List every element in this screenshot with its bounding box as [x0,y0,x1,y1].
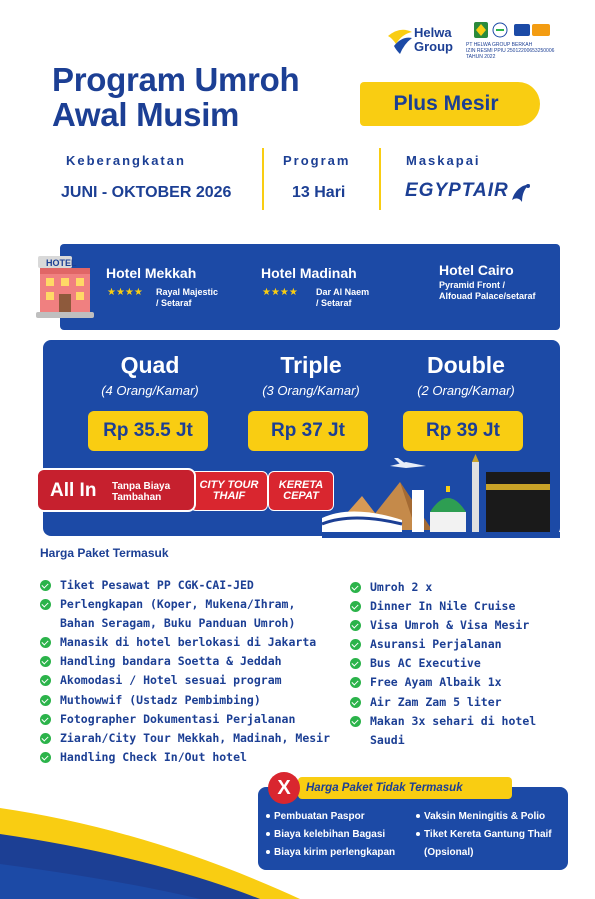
check-icon [40,733,51,744]
includes-left-list [40,576,340,767]
close-x-icon: X [268,772,300,804]
hotel-madinah-detail: Dar Al Naem / Setaraf [316,287,370,308]
excludes-title: Harga Paket Tidak Termasuk [298,777,512,799]
hotel-madinah-name: Hotel Madinah [261,265,357,281]
list-item: Biaya kirim perlengkapan [266,844,416,862]
list-item: Perlengkapan (Koper, Mukena/Ihram, [40,595,340,614]
room-type-double: Double [427,352,505,378]
program-label: Program [283,153,351,168]
bullet-icon [416,814,420,818]
price-double: Rp 39 Jt [403,411,523,451]
all-in-label: All In [50,480,97,501]
list-item: Air Zam Zam 5 liter [350,693,570,712]
list-item: Bus AC Executive [350,654,570,673]
page-title: Program Umroh Awal Musim [52,61,300,133]
check-icon [40,637,51,648]
list-item: Umroh 2 x [350,578,570,597]
list-item: Akomodasi / Hotel sesuai program [40,671,340,690]
check-icon [40,695,51,706]
all-in-sublabel: Tanpa Biaya Tambahan [112,481,171,503]
check-icon [350,716,361,727]
room-type-quad: Quad [120,352,180,378]
price-triple: Rp 37 Jt [248,411,368,451]
departure-value: JUNI - OKTOBER 2026 [61,184,232,201]
list-item: Tiket Kereta Gantung Thaif [416,826,566,844]
info-divider [262,148,264,210]
hotel-madinah-stars: ★★★★ [262,287,298,298]
includes-right-list [350,578,570,750]
plus-mesir-badge: Plus Mesir [360,82,540,126]
check-icon [350,697,361,708]
hotel-mekkah-detail: Rayal Majestic / Setaraf [156,287,219,308]
departure-label: Keberangkatan [66,153,186,168]
brand-name: Helwa Group [414,25,453,54]
list-item: Dinner In Nile Cruise [350,597,570,616]
airline-logo: EGYPTAIR [405,180,509,201]
hotel-mekkah-stars: ★★★★ [107,287,143,298]
includes-title: Harga Paket Termasuk [40,546,169,560]
bullet-icon [266,832,270,836]
bullet-icon [266,850,270,854]
program-value: 13 Hari [292,184,346,201]
hotel-cairo-detail: Pyramid Front / Alfouad Palace/setaraf [439,280,536,301]
list-item: Pembuatan Paspor [266,808,416,826]
tag-kereta-cepat: KERETA CEPAT [268,471,334,511]
excludes-right-list [416,808,566,862]
bullet-icon [266,814,270,818]
list-item: Muthowwif (Ustadz Pembimbing) [40,691,340,710]
list-item: Makan 3x sehari di hotel Saudi [350,712,570,750]
list-item: Manasik di hotel berlokasi di Jakarta [40,633,340,652]
check-icon [350,658,361,669]
room-capacity-quad: (4 Orang/Kamar) [101,383,199,398]
check-icon [40,752,51,763]
list-item: Visa Umroh & Visa Mesir [350,616,570,635]
egyptair-falcon-icon [508,180,534,206]
list-item: Fotographer Dokumentasi Perjalanan [40,710,340,729]
check-icon [350,601,361,612]
check-icon [40,714,51,725]
list-item: Handling bandara Soetta & Jeddah [40,652,340,671]
check-icon [40,675,51,686]
list-item: Vaksin Meningitis & Polio [416,808,566,826]
list-item: Free Ayam Albaik 1x [350,673,570,692]
check-icon [40,599,51,610]
landmarks-illustration-icon [322,452,560,538]
check-icon [350,582,361,593]
list-item: Tiket Pesawat PP CGK-CAI-JED [40,576,340,595]
excludes-left-list [266,808,416,862]
tag-city-tour-thaif: CITY TOUR THAIF [190,471,268,511]
license-text: PT HELWA GROUP BERKAH IZIN RESMI PPIU 25012200653250006 TAHUN 2022 [466,42,555,60]
check-icon [350,620,361,631]
list-item: Bahan Seragam, Buku Panduan Umroh) [60,616,296,631]
check-icon [350,639,361,650]
license-badges-icon [470,20,555,40]
room-capacity-triple: (3 Orang/Kamar) [262,383,360,398]
hotel-icon-label: HOTEL [46,258,77,268]
list-item: (Opsional) [424,847,474,858]
airline-label: Maskapai [406,153,481,168]
room-type-triple: Triple [280,352,342,378]
room-capacity-double: (2 Orang/Kamar) [417,383,515,398]
check-icon [350,677,361,688]
list-item: Asuransi Perjalanan [350,635,570,654]
hotel-cairo-name: Hotel Cairo [439,262,514,278]
price-quad: Rp 35.5 Jt [88,411,208,451]
bullet-icon [416,832,420,836]
list-item: Ziarah/City Tour Mekkah, Madinah, Mesir [40,729,340,748]
list-item: Biaya kelebihan Bagasi [266,826,416,844]
check-icon [40,580,51,591]
check-icon [40,656,51,667]
list-item: Handling Check In/Out hotel [40,748,340,767]
hotel-mekkah-name: Hotel Mekkah [106,265,197,281]
info-divider [379,148,381,210]
